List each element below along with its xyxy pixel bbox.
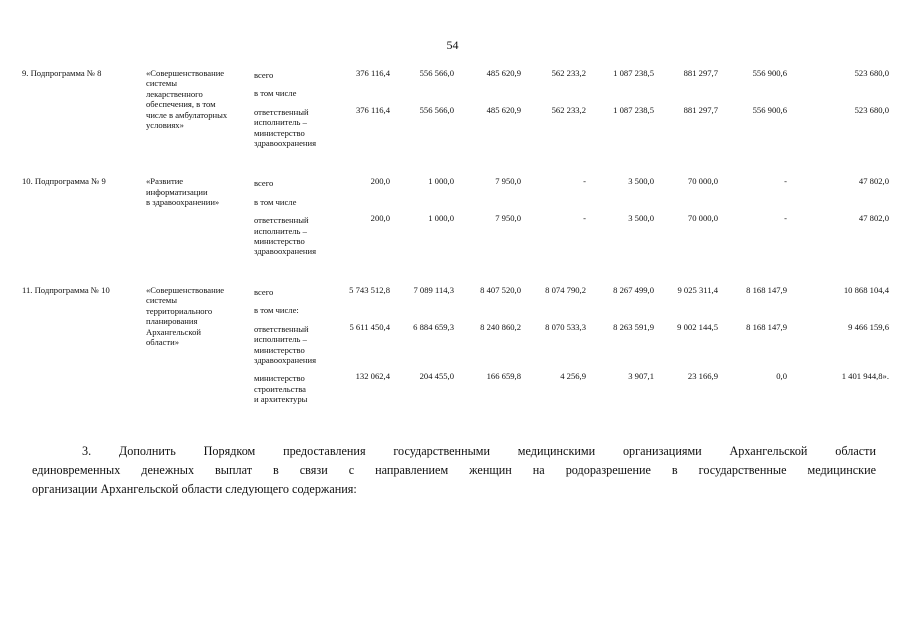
funding-value: 8 267 499,0 <box>613 284 654 295</box>
funding-value: 556 900,6 <box>752 104 787 115</box>
funding-source-line: в том числе: <box>254 305 299 316</box>
funding-source-line: строительства <box>254 383 306 394</box>
subprogram-title <box>146 176 254 262</box>
paragraph-line: организации Архангельской области следующего содержания: <box>32 482 357 496</box>
subprogram-funding-table <box>22 68 893 411</box>
table-row <box>22 68 893 86</box>
funding-source-line: исполнитель – <box>254 117 307 128</box>
funding-value: 5 611 450,4 <box>349 321 390 332</box>
funding-value: 200,0 <box>370 213 390 224</box>
funding-value: 8 168 147,9 <box>746 321 787 332</box>
funding-source-line: всего <box>254 178 274 189</box>
funding-value <box>394 303 458 321</box>
funding-source-line: всего <box>254 70 274 80</box>
subprogram-title-line: обеспечения, в том <box>146 99 216 110</box>
funding-value: 9 025 311,4 <box>677 284 718 295</box>
funding-value: 23 166,9 <box>687 371 718 382</box>
funding-value <box>791 195 893 213</box>
funding-value: 1 087 238,5 <box>613 68 654 78</box>
funding-source-line: в том числе <box>254 196 297 207</box>
funding-source <box>254 68 338 86</box>
funding-value: - <box>583 176 586 187</box>
funding-value: 6 884 659,3 <box>413 321 454 332</box>
row-spacer <box>22 263 893 285</box>
funding-source <box>254 195 338 213</box>
table-row <box>22 285 893 303</box>
funding-source <box>254 86 338 104</box>
funding-value: 556 900,6 <box>752 68 787 78</box>
funding-value <box>458 303 525 321</box>
funding-value: 556 566,0 <box>419 104 454 115</box>
funding-value: 3 500,0 <box>628 176 654 187</box>
funding-value <box>590 195 658 213</box>
funding-source <box>254 303 338 321</box>
amendment-paragraph <box>32 442 876 499</box>
funding-value: 7 950,0 <box>495 176 521 187</box>
funding-value: 8 263 591,9 <box>613 321 654 332</box>
subprogram-title <box>146 285 254 411</box>
funding-value: 10 868 104,4 <box>843 284 889 295</box>
subprogram-title-line: системы <box>146 295 178 306</box>
funding-value: 0,0 <box>776 371 787 382</box>
row-spacer <box>22 154 893 176</box>
funding-value: 7 089 114,3 <box>413 284 454 295</box>
funding-value: 485 620,9 <box>486 104 521 115</box>
funding-value: 8 407 520,0 <box>480 284 521 295</box>
funding-value <box>525 86 590 104</box>
funding-value: 1 000,0 <box>428 213 454 224</box>
funding-value: 485 620,9 <box>486 68 521 78</box>
subprogram-title-line: информатизации <box>146 186 208 197</box>
funding-value: 4 256,9 <box>560 371 586 382</box>
funding-value: 47 802,0 <box>858 176 889 187</box>
funding-value: 376 116,4 <box>355 104 390 115</box>
subprogram-title-line: области» <box>146 336 180 347</box>
funding-source-line: министерство <box>254 127 305 138</box>
funding-source-line: всего <box>254 286 274 297</box>
funding-value <box>394 86 458 104</box>
funding-value: 3 500,0 <box>628 213 654 224</box>
subprogram-title-line: в здравоохранении» <box>146 197 220 208</box>
funding-source-line: и архитектуры <box>254 394 308 405</box>
funding-value: 8 070 533,3 <box>545 321 586 332</box>
table-row <box>22 176 893 194</box>
funding-value: 556 566,0 <box>419 68 454 78</box>
funding-value <box>590 303 658 321</box>
funding-source-line: министерство <box>254 373 305 384</box>
funding-value: 1 000,0 <box>428 176 454 187</box>
funding-source <box>254 285 338 303</box>
funding-value <box>722 86 791 104</box>
funding-value <box>338 86 394 104</box>
funding-source <box>254 105 338 155</box>
funding-value: 70 000,0 <box>687 213 718 224</box>
funding-value <box>394 195 458 213</box>
funding-value <box>791 86 893 104</box>
funding-value <box>722 303 791 321</box>
funding-value: 9 002 144,5 <box>677 321 718 332</box>
funding-value: 1 087 238,5 <box>613 104 654 115</box>
funding-value: - <box>583 213 586 224</box>
page-number: 54 <box>446 38 459 52</box>
funding-source-line: ответственный <box>254 323 309 334</box>
funding-source-line: исполнитель – <box>254 225 307 236</box>
funding-value: 132 062,4 <box>355 371 390 382</box>
subprogram-title-line: числе в амбулаторных <box>146 109 228 120</box>
subprogram-number: 9. Подпрограмма № 8 <box>22 68 102 78</box>
funding-value: 204 455,0 <box>419 371 454 382</box>
funding-value: 881 297,7 <box>683 104 718 115</box>
subprogram-number: 11. Подпрограмма № 10 <box>22 284 110 295</box>
funding-value <box>458 86 525 104</box>
funding-value <box>658 86 722 104</box>
funding-source-line: здравоохранения <box>254 246 317 257</box>
funding-value: 523 680,0 <box>854 68 889 78</box>
funding-value: 166 659,8 <box>486 371 521 382</box>
funding-value: 562 233,2 <box>551 68 586 78</box>
funding-source-line: министерство <box>254 344 305 355</box>
funding-value: 200,0 <box>370 176 390 187</box>
funding-source-line: министерство <box>254 236 305 247</box>
funding-value: - <box>784 176 787 187</box>
funding-value <box>338 303 394 321</box>
subprogram-title-line: системы <box>146 78 178 89</box>
funding-source-line: в том числе <box>254 88 297 99</box>
paragraph-line: 3. Дополнить Порядком предоставления государственными медицинскими организациями Архангельской области <box>82 444 876 458</box>
subprogram-title-line: лекарственного <box>146 88 203 99</box>
funding-value <box>791 303 893 321</box>
funding-source <box>254 176 338 194</box>
funding-value: 1 401 944,8». <box>841 371 889 382</box>
funding-value: 5 743 512,8 <box>349 284 390 295</box>
funding-source <box>254 322 338 372</box>
subprogram-title-line: Архангельской <box>146 326 201 337</box>
funding-value: 3 907,1 <box>628 371 654 382</box>
funding-source <box>254 371 338 410</box>
funding-source <box>254 213 338 263</box>
funding-value <box>590 86 658 104</box>
funding-source-line: ответственный <box>254 215 309 226</box>
funding-value: 523 680,0 <box>854 104 889 115</box>
funding-value: - <box>784 213 787 224</box>
funding-value <box>658 303 722 321</box>
funding-source-line: исполнитель – <box>254 334 307 345</box>
funding-source-line: здравоохранения <box>254 138 317 149</box>
funding-source-line: здравоохранения <box>254 354 317 365</box>
funding-value: 7 950,0 <box>495 213 521 224</box>
funding-value: 562 233,2 <box>551 104 586 115</box>
funding-value <box>658 195 722 213</box>
funding-value: 376 116,4 <box>355 68 390 78</box>
funding-value: 47 802,0 <box>858 213 889 224</box>
subprogram-title-line: условиях» <box>146 120 184 131</box>
funding-value: 9 466 159,6 <box>848 321 889 332</box>
funding-value: 8 168 147,9 <box>746 284 787 295</box>
funding-value <box>722 195 791 213</box>
funding-value: 8 240 860,2 <box>480 321 521 332</box>
subprogram-title-line: «Развитие <box>146 176 184 187</box>
paragraph-line: единовременных денежных выплат в связи с направлением женщин на родоразрешение в государственные медицинские <box>32 463 876 477</box>
funding-source-line: ответственный <box>254 106 309 117</box>
funding-value: 8 074 790,2 <box>545 284 586 295</box>
funding-value: 881 297,7 <box>683 68 718 78</box>
subprogram-number: 10. Подпрограмма № 9 <box>22 176 106 187</box>
subprogram-title <box>146 68 254 154</box>
funding-value <box>338 195 394 213</box>
funding-value: 70 000,0 <box>687 176 718 187</box>
subprogram-title-line: планирования <box>146 316 198 327</box>
funding-value <box>525 303 590 321</box>
subprogram-title-line: «Совершенствование <box>146 68 225 78</box>
subprogram-title-line: территориального <box>146 305 213 316</box>
subprogram-title-line: «Совершенствование <box>146 284 225 295</box>
funding-value <box>458 195 525 213</box>
funding-value <box>525 195 590 213</box>
